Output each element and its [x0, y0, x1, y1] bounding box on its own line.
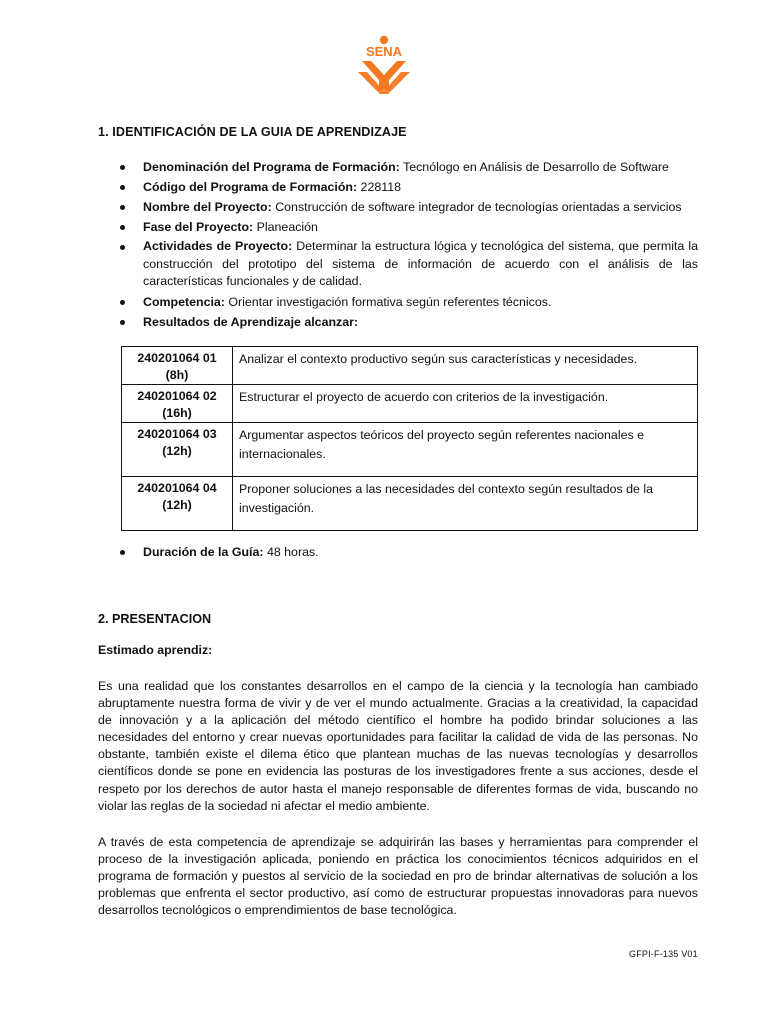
learning-results-table: [121, 346, 698, 531]
duration-list: [118, 543, 698, 561]
list-item: Código del Programa de Formación: 228118: [118, 178, 698, 196]
list-item: Denominación del Programa de Formación: Tecnólogo en Análisis de Desarrollo de Software: [118, 158, 698, 176]
sena-logo-text: SENA: [365, 44, 403, 59]
result-description-cell: Analizar el contexto productivo según sus características y necesidades.: [233, 347, 698, 385]
result-code-cell: 240201064 03 (12h): [122, 423, 233, 477]
presentation-paragraph-2: A través de esta competencia de aprendizaje se adquirirán las bases y herramientas para comprender el proceso de la investigación aplicada, poniendo en práctica los conocimientos técnicos adquiridos en el programa de formación y puestos al servicio de la sociedad en pro de brindar alternativas de solución a los problemas que enfrenta el sector productivo, así como de estructurar propuestas innovadoras para nuevos desarrollos tecnológicos o emprendimientos de base tecnológica.: [98, 835, 698, 918]
result-description-cell: Proponer soluciones a las necesidades del contexto según resultados de la investigación.: [233, 477, 698, 531]
result-description-cell: Argumentar aspectos teóricos del proyecto según referentes nacionales e internacionales.: [233, 423, 698, 477]
identification-list: [118, 158, 698, 333]
table-row: [122, 347, 698, 385]
sena-logo: [356, 34, 412, 94]
list-item: Fase del Proyecto: Planeación: [118, 218, 698, 236]
result-code-cell: 240201064 04 (12h): [122, 477, 233, 531]
list-item: Nombre del Proyecto: Construcción de software integrador de tecnologías orientadas a servicios: [118, 198, 698, 216]
presentation-paragraph-1: Es una realidad que los constantes desarrollos en el campo de la ciencia y la tecnología han cambiado abruptamente nuestra forma de vivir y de ver el mundo actualmente. Gracias a la creatividad, la capacidad de innovación y a la aplicación del método científico el hombre ha podido brindar soluciones a las necesidades del entorno y crear nuevas oportunidades para facilitar la calidad de vida de las personas. No obstante, también existe el dilema ético que plantean muchas de las nuevas tecnologías y desarrollos científicos donde se pone en evidencia las posturas de los investigadores frente a sus acciones, desde el respeto por los derechos de autor hasta el manejo responsable de diferentes formas de vida, buscando no violar las reglas de la sociedad ni afectar el medio ambiente.: [98, 679, 698, 813]
greeting: Estimado aprendiz:: [98, 643, 213, 657]
result-description-cell: Estructurar el proyecto de acuerdo con criterios de la investigación.: [233, 385, 698, 423]
result-code-cell: 240201064 02 (16h): [122, 385, 233, 423]
list-item: Resultados de Aprendizaje alcanzar:: [118, 313, 698, 331]
list-item: Competencia: Orientar investigación formativa según referentes técnicos.: [118, 293, 698, 311]
list-item: Duración de la Guía: 48 horas.: [118, 543, 698, 561]
table-row: [122, 477, 698, 531]
table-row: [122, 385, 698, 423]
form-code-footer: GFPI-F-135 V01: [629, 949, 698, 959]
section-1-heading: 1. IDENTIFICACIÓN DE LA GUIA DE APRENDIZAJE: [98, 125, 407, 139]
result-code-cell: 240201064 01 (8h): [122, 347, 233, 385]
section-2-heading: 2. PRESENTACION: [98, 612, 212, 626]
table-row: [122, 423, 698, 477]
list-item: Actividades de Proyecto: Determinar la estructura lógica y tecnológica del sistema, que permita la construcción del prototipo del sistema de información de acuerdo con el análisis de las características funcionales y de calidad.: [118, 238, 698, 291]
